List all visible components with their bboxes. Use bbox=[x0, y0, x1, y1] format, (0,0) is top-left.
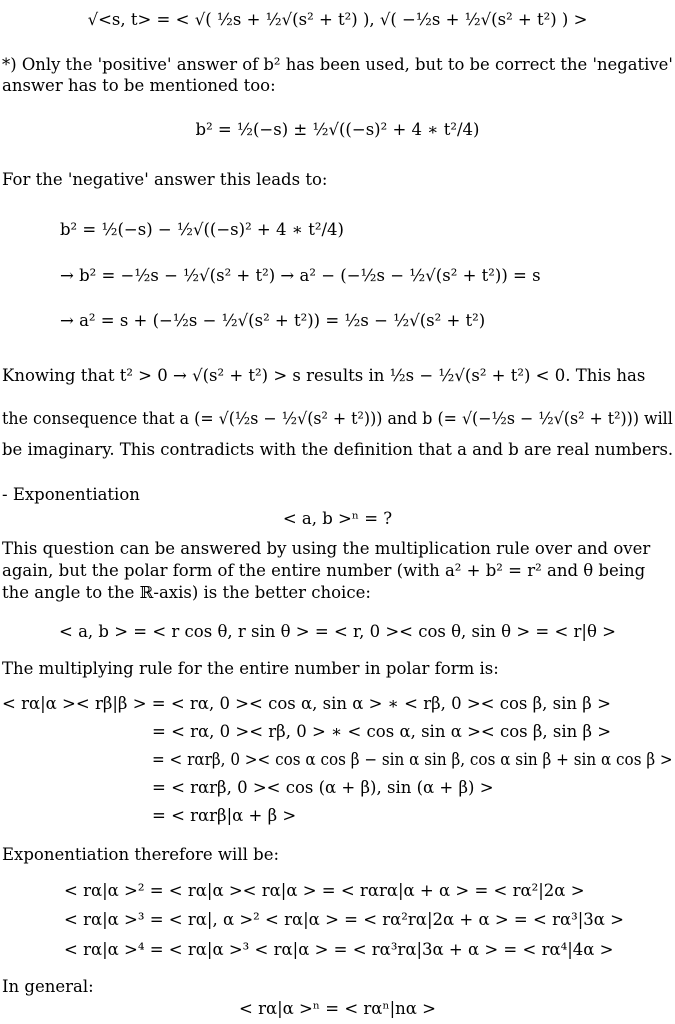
exponentiation-heading: - Exponentiation bbox=[2, 485, 140, 504]
equation-multiply-4: = < rαrβ, 0 >< cos (α + β), sin (α + β) > bbox=[152, 778, 494, 797]
equation-b2-plus-minus: b² = ½(−s) ± ½√((−s)² + 4 ∗ t²/4) bbox=[195, 120, 480, 139]
equation-negative-3: → a² = s + (−½s − ½√(s² + t²)) = ½s − ½√(s² + t²) bbox=[60, 311, 486, 330]
equation-multiply-2: = < rα, 0 >< rβ, 0 > ∗ < cos α, sin α >< cos β, sin β > bbox=[152, 722, 612, 741]
equation-polar-form: < a, b > = < r cos θ, r sin θ > = < r, 0 >< cos θ, sin θ > = < r|θ > bbox=[59, 622, 616, 641]
note-line-2: answer has to be mentioned too: bbox=[2, 76, 276, 95]
equation-general: < rα|α >ⁿ = < rαⁿ|nα > bbox=[239, 999, 436, 1018]
answer-line-2: again, but the polar form of the entire number (with a² + b² = r² and θ being bbox=[2, 561, 646, 580]
equation-multiply-3: = < rαrβ, 0 >< cos α cos β − sin α sin β, cos α sin β + sin α cos β > bbox=[152, 750, 673, 769]
equation-power-3: < rα|α >³ = < rα|, α >² < rα|α > = < rα²rα|2α + α > = < rα³|3α > bbox=[64, 910, 624, 929]
answer-line-3: the angle to the ℝ-axis) is the better choice: bbox=[2, 583, 371, 602]
equation-sqrt-st: √<s, t> = < √( ½s + ½√(s² + t²) ), √( −½s + ½√(s² + t²) ) > bbox=[87, 10, 588, 29]
equation-multiply-5: = < rαrβ|α + β > bbox=[152, 806, 297, 825]
note-line-1: *) Only the 'positive' answer of b² has been used, but to be correct the 'negative' bbox=[2, 55, 673, 74]
multiply-intro: The multiplying rule for the entire number in polar form is: bbox=[2, 659, 499, 678]
knowing-line-2: the consequence that a (= √(½s − ½√(s² + t²))) and b (= √(−½s − ½√(s² + t²))) will bbox=[2, 409, 673, 428]
knowing-line-1: Knowing that t² > 0 → √(s² + t²) > s results in ½s − ½√(s² + t²) < 0. This has bbox=[2, 366, 646, 385]
exponentiation-question: < a, b >ⁿ = ? bbox=[282, 509, 393, 528]
general-intro: In general: bbox=[2, 977, 94, 996]
knowing-line-3: be imaginary. This contradicts with the definition that a and b are real numbers. bbox=[2, 440, 674, 459]
answer-line-1: This question can be answered by using the multiplication rule over and over bbox=[2, 539, 651, 558]
exponentiation-intro: Exponentiation therefore will be: bbox=[2, 845, 280, 864]
equation-power-2: < rα|α >² = < rα|α >< rα|α > = < rαrα|α + α > = < rα²|2α > bbox=[64, 881, 585, 900]
equation-negative-2: → b² = −½s − ½√(s² + t²) → a² − (−½s − ½√(s² + t²)) = s bbox=[60, 266, 541, 285]
equation-power-4: < rα|α >⁴ = < rα|α >³ < rα|α > = < rα³rα|3α + α > = < rα⁴|4α > bbox=[64, 940, 614, 959]
equation-negative-1: b² = ½(−s) − ½√((−s)² + 4 ∗ t²/4) bbox=[60, 220, 344, 239]
negative-intro: For the 'negative' answer this leads to: bbox=[2, 170, 328, 189]
equation-multiply-1: < rα|α >< rβ|β > = < rα, 0 >< cos α, sin α > ∗ < rβ, 0 >< cos β, sin β > bbox=[2, 694, 611, 713]
